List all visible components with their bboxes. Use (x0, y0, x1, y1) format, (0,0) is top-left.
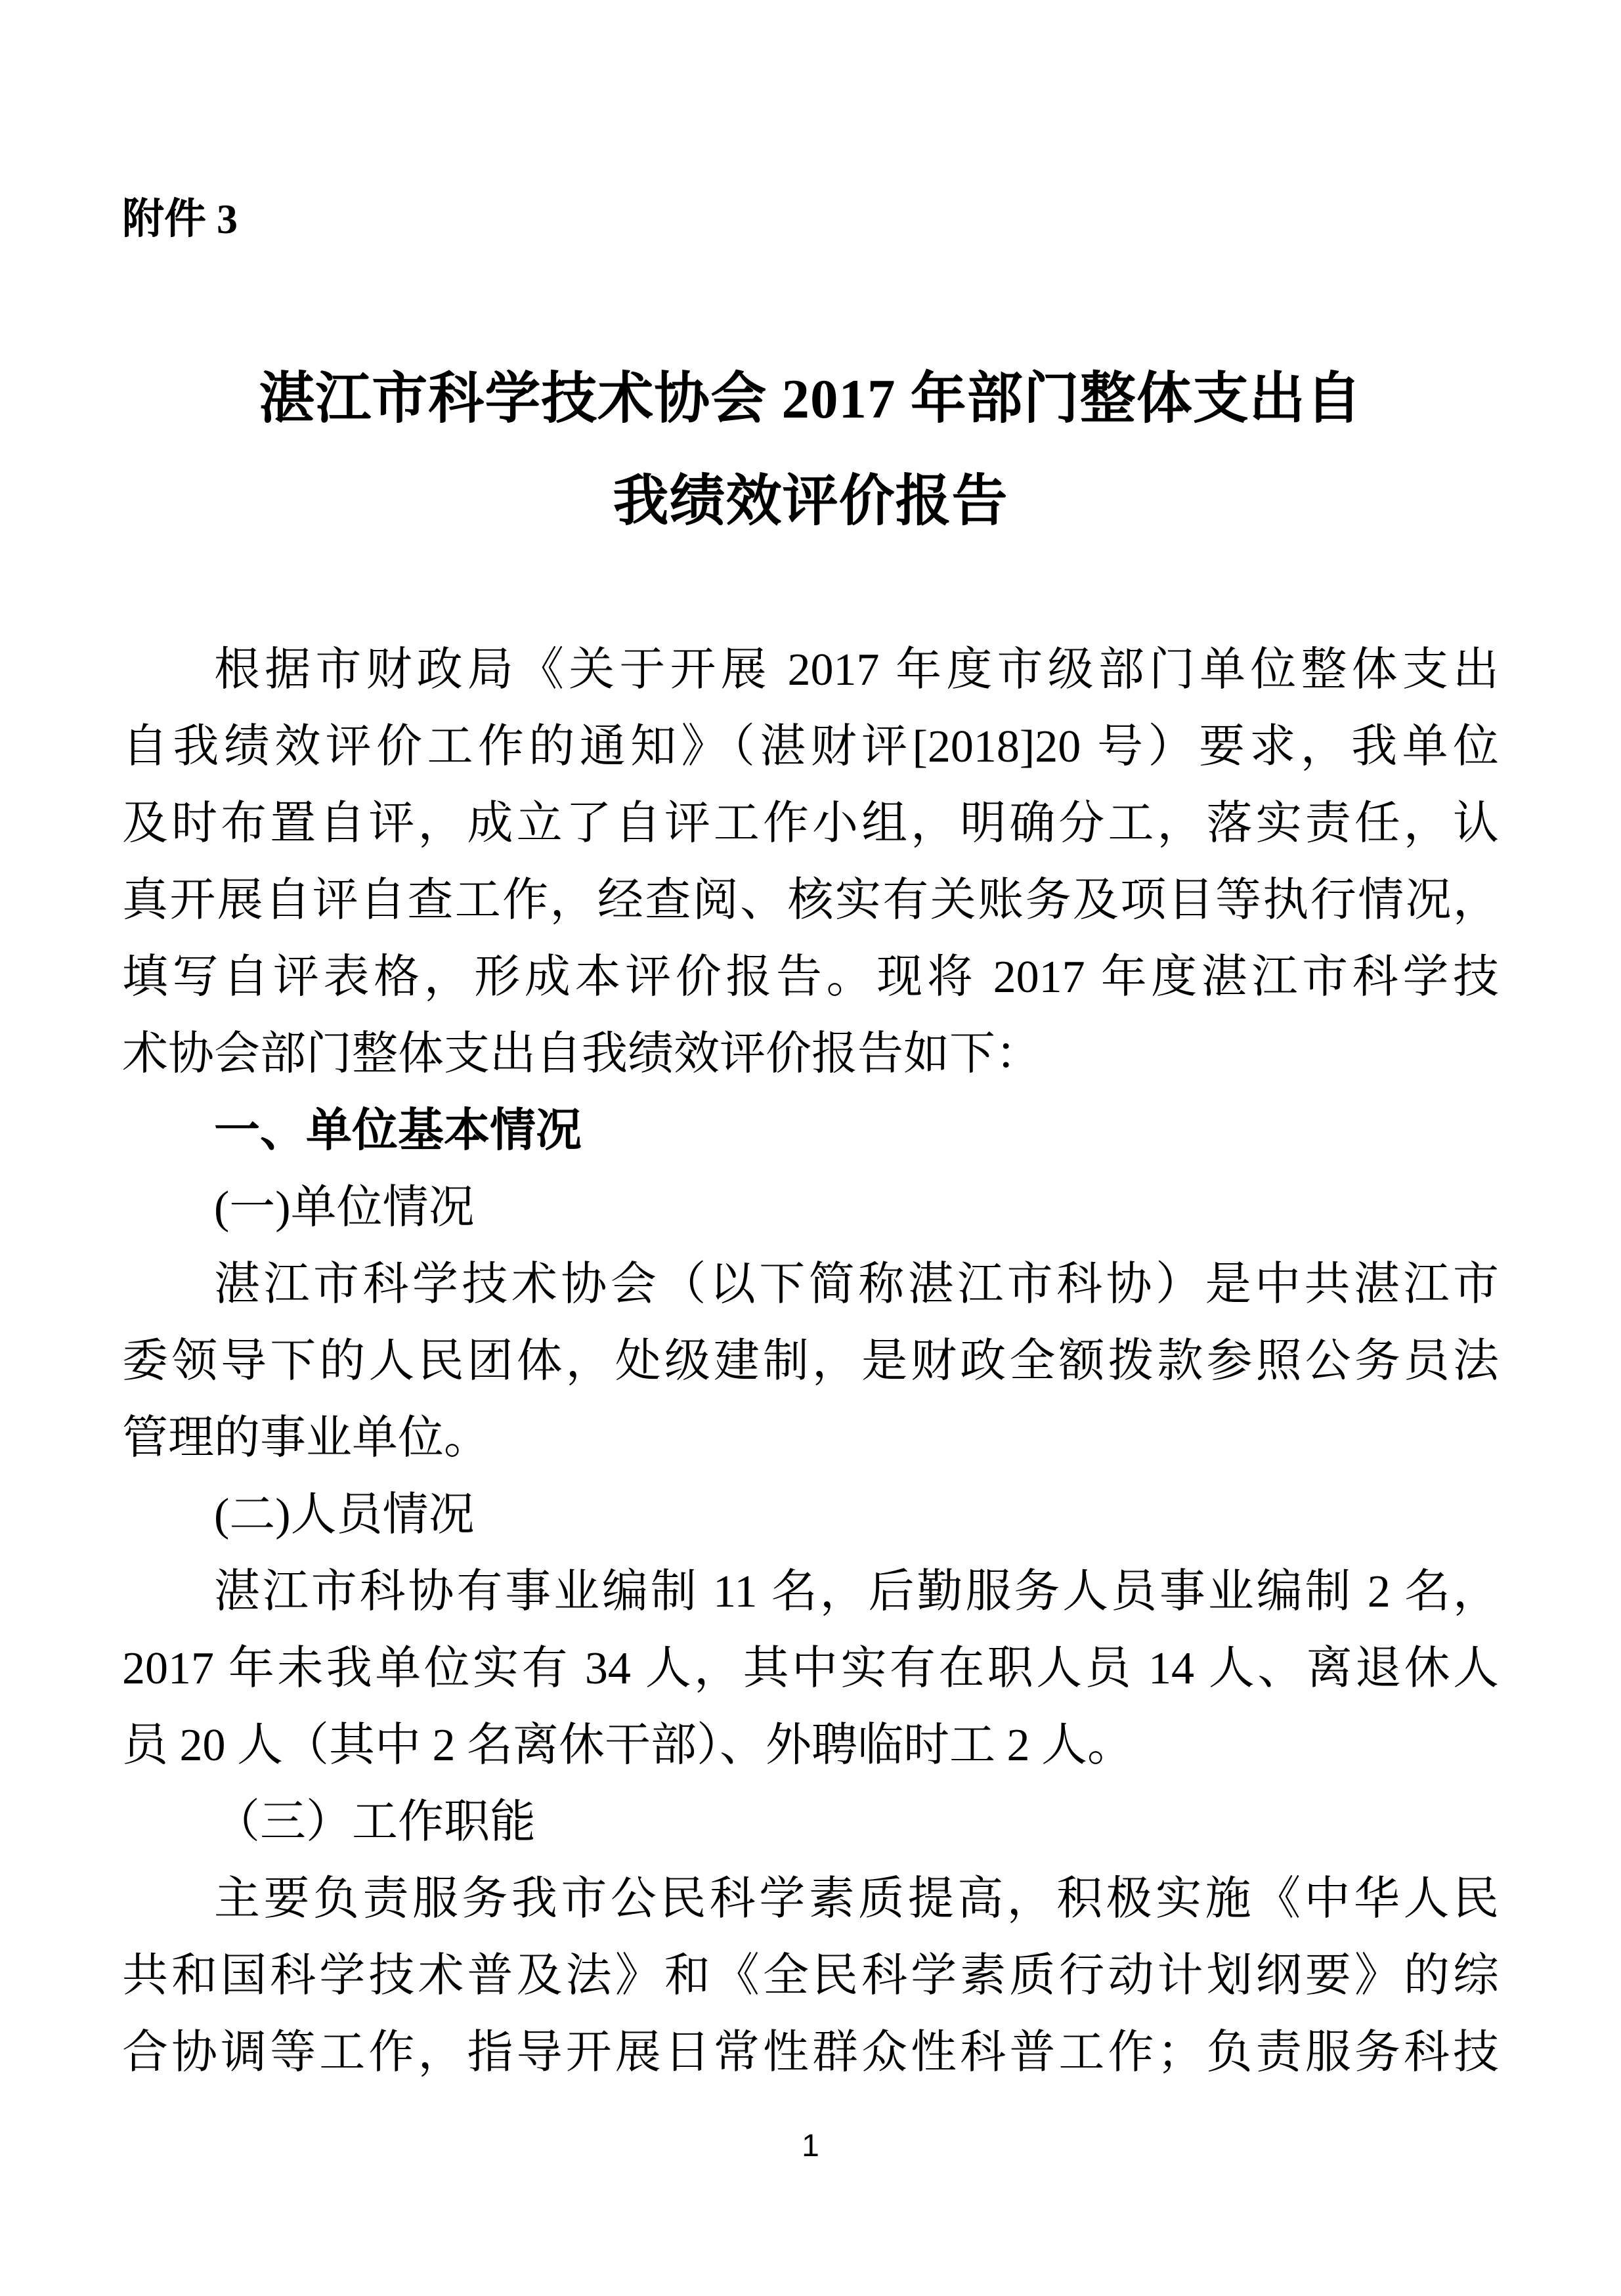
document-line: 合协调等工作，指导开展日常性群众性科普工作；负责服务科技 (122, 2027, 1499, 2078)
document-title (122, 348, 1499, 553)
document-body (122, 632, 1499, 2091)
document-line: 湛江市科学技术协会（以下简称湛江市科协）是中共湛江市 (214, 1259, 1499, 1310)
document-content (122, 0, 1499, 2091)
document-line: 共和国科学技术普及法》和《全民科学素质行动计划纲要》的综 (122, 1951, 1499, 2001)
document-line: 术协会部门整体支出自我绩效评价报告如下： (122, 1029, 1041, 1079)
document-title-line: 湛江市科学技术协会 2017 年部门整体支出自 (259, 368, 1362, 430)
document-line: 管理的事业单位。 (122, 1413, 490, 1463)
document-line: 自我绩效评价工作的通知》（湛财评[2018]20 号）要求，我单位 (122, 722, 1499, 772)
document-line: 根据市财政局《关于开展 2017 年度市级部门单位整体支出 (214, 645, 1499, 695)
document-line: (一)单位情况 (214, 1182, 475, 1233)
document-line: 湛江市科协有事业编制 11 名，后勤服务人员事业编制 2 名， (214, 1567, 1499, 1617)
document-line: 委领导下的人民团体，处级建制，是财政全额拨款参照公务员法 (122, 1336, 1499, 1387)
document-line: 员 20 人（其中 2 名离休干部）、外聘临时工 2 人。 (122, 1720, 1133, 1771)
document-line: 主要负责服务我市公民科学素质提高，积极实施《中华人民 (214, 1874, 1499, 1924)
document-line: 真开展自评自查工作，经查阅、核实有关账务及项目等执行情况， (122, 875, 1499, 926)
page-number: 1 (802, 2129, 819, 2163)
document-line: （三）工作职能 (214, 1797, 536, 1848)
document-line: (二)人员情况 (214, 1490, 475, 1540)
attachment-label: 附件 3 (122, 196, 238, 242)
document-line: 一、单位基本情况 (214, 1106, 582, 1156)
document-line: 填写自评表格，形成本评价报告。现将 2017 年度湛江市科学技 (122, 952, 1499, 1003)
document-line: 2017 年未我单位实有 34 人，其中实有在职人员 14 人、离退休人 (122, 1643, 1499, 1694)
document-line: 及时布置自评，成立了自评工作小组，明确分工，落实责任，认 (122, 798, 1499, 849)
document-title-line: 我绩效评价报告 (613, 471, 1008, 532)
